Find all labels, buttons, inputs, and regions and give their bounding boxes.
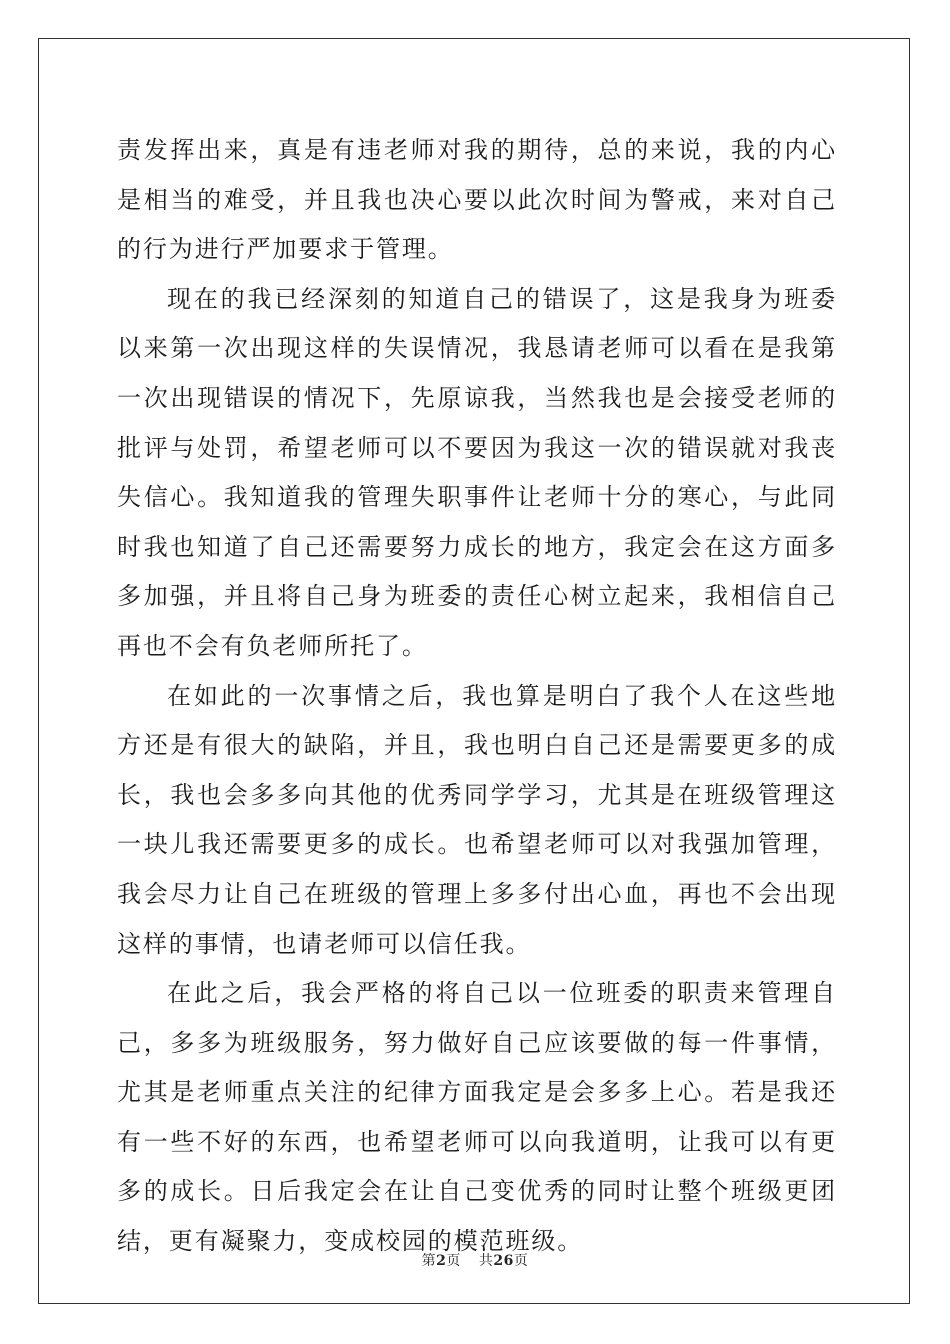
total-suffix: 页 xyxy=(513,1253,529,1269)
page-suffix: 页 xyxy=(446,1253,461,1269)
total-page-count: 26 xyxy=(493,1253,514,1269)
document-body xyxy=(117,126,837,1267)
current-page-number: 2 xyxy=(436,1253,447,1269)
page-footer xyxy=(0,1250,950,1270)
paragraph-2: 现在的我已经深刻的知道自己的错误了，这是我身为班委以来第一次出现这样的失误情况，我恳请老师可以看在是我第一次出现错误的情况下，先原谅我，当然我也是会接受老师的批评与处罚，希望老师可以不要因为我这一次的错误就对我丧失信心。我知道我的管理失职事件让老师十分的寒心，与此同时我也知道了自己还需要努力成长的地方，我定会在这方面多多加强，并且将自己身为班委的责任心树立起来，我相信自己再也不会有负老师所托了。 xyxy=(117,284,837,660)
total-prefix: 共 xyxy=(478,1253,494,1269)
paragraph-3: 在如此的一次事情之后，我也算是明白了我个人在这些地方还是有很大的缺陷，并且，我也明白自己还是需要更多的成长，我也会多多向其他的优秀同学学习，尤其是在班级管理这一块儿我还需要更多的成长。也希望老师可以对我强加管理，我会尽力让自己在班级的管理上多多付出心血，再也不会出现这样的事情，也请老师可以信任我。 xyxy=(117,681,837,958)
paragraph-4: 在此之后，我会严格的将自己以一位班委的职责来管理自己，多多为班级服务，努力做好自己应该要做的每一件事情，尤其是老师重点关注的纪律方面我定是会多多上心。若是我还有一些不好的东西，也希望老师可以向我道明，让我可以有更多的成长。日后我定会在让自己变优秀的同时让整个班级更团结，更有凝聚力，变成校园的模范班级。 xyxy=(117,979,837,1256)
page-prefix: 第 xyxy=(421,1253,437,1269)
paragraph-1: 责发挥出来，真是有违老师对我的期待，总的来说，我的内心是相当的难受，并且我也决心要以此次时间为警戒，来对自己的行为进行严加要求于管理。 xyxy=(117,136,837,264)
